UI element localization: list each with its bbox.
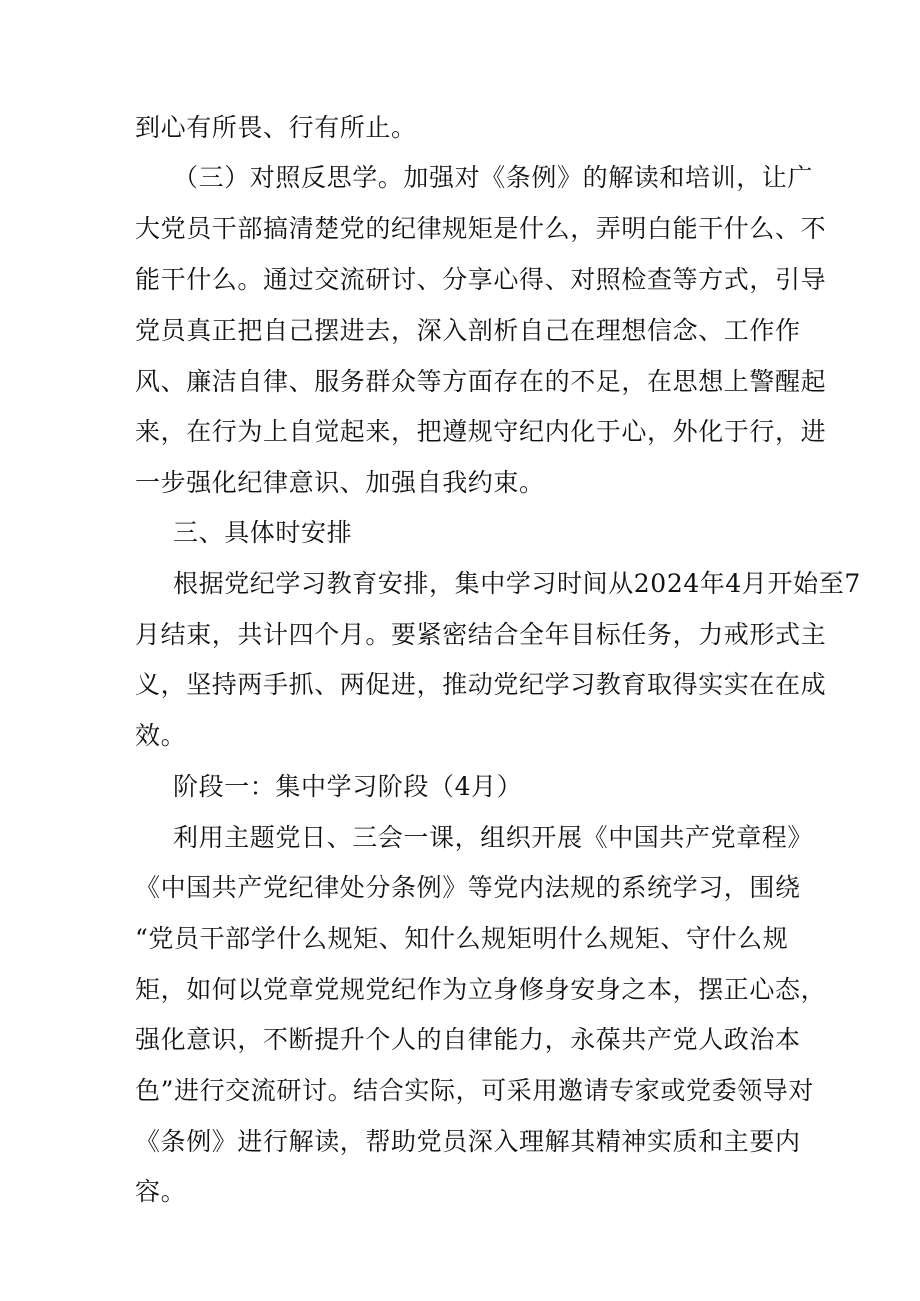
text-line: 能干什么。通过交流研讨、分享心得、对照检查等方式，引导 (135, 265, 827, 294)
text-line: 月结束，共计四个月。要紧密结合全年目标任务，力戒形式主 (135, 620, 827, 649)
section-heading: 阶段一：集中学习阶段（4月） (173, 772, 523, 801)
text-line: 《中国共产党纪律处分条例》等党内法规的系统学习，围绕 (135, 873, 801, 902)
text-line: 到心有所畏、行有所止。 (135, 113, 417, 142)
text-line: 容。 (135, 1177, 187, 1206)
text-line: 《条例》进行解读，帮助党员深入理解其精神实质和主要内 (135, 1127, 801, 1156)
text-line: 党员真正把自己摆进去，深入剖析自己在理想信念、工作作 (135, 316, 801, 345)
text-line: 效。 (135, 721, 187, 750)
text-line: 矩，如何以党章党规党纪作为立身修身安身之本，摆正心态， (135, 975, 827, 1004)
text-line: 来，在行为上自觉起来，把遵规守纪内化于心，外化于行，进 (135, 417, 827, 446)
text-line: 风、廉洁自律、服务群众等方面存在的不足，在思想上警醒起 (135, 367, 827, 396)
text-line: 利用主题党日、三会一课，组织开展《中国共产党章程》 (173, 823, 814, 852)
text-line: “党员干部学什么规矩、知什么规矩明什么规矩、守什么规 (135, 924, 789, 953)
section-heading: （三）对照反思学。加强对《条例》的解读和培训，让广 (173, 163, 814, 192)
text-line: 根据党纪学习教育安排，集中学习时间从2024年4月开始至7 (173, 569, 861, 598)
text-line: 色”进行交流研讨。结合实际，可采用邀请专家或党委领导对 (135, 1076, 814, 1105)
text-line: 强化意识，不断提升个人的自律能力，永葆共产党人政治本 (135, 1025, 801, 1054)
text-line: 义，坚持两手抓、两促进，推动党纪学习教育取得实实在在成 (135, 670, 827, 699)
text-line: 一步强化纪律意识、加强自我约束。 (135, 468, 545, 497)
section-heading: 三、具体时安排 (173, 518, 353, 547)
text-line: 大党员干部搞清楚党的纪律规矩是什么，弄明白能干什么、不 (135, 214, 827, 243)
